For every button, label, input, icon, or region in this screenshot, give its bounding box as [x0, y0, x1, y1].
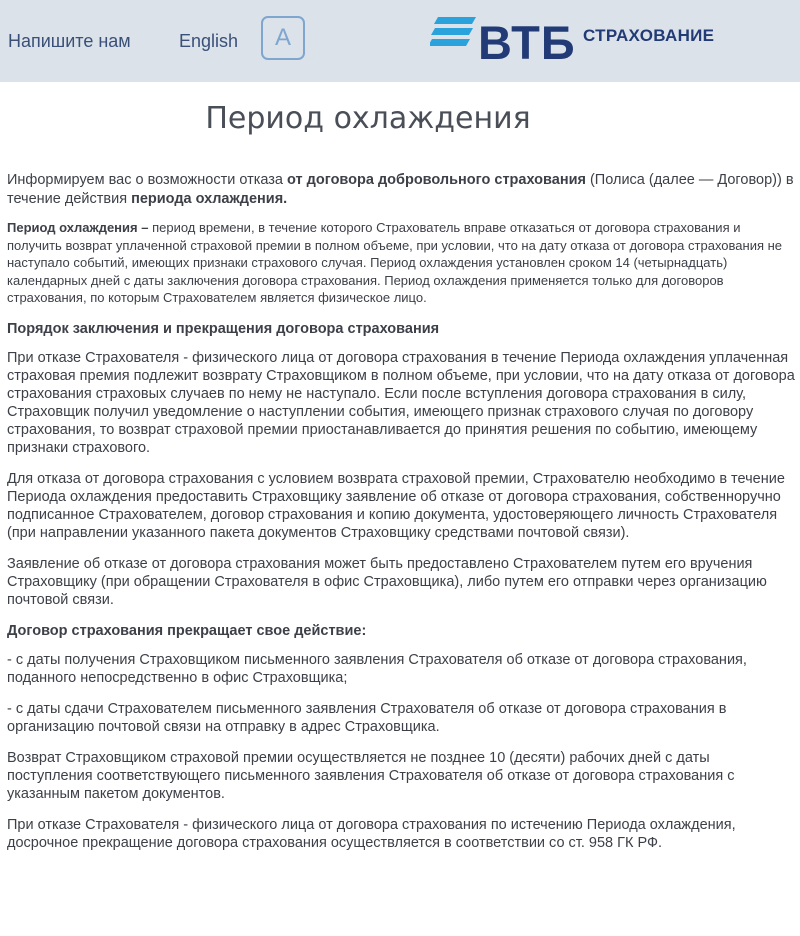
logo-brand-text: ВТБ [478, 16, 576, 69]
paragraph: Заявление об отказе от договора страхования может быть предоставлено Страхователем путем его вручения Страховщику (при обращении Страхователя в офис Страховщика), либо путем его отправки через организацию почтовой связи. [7, 555, 767, 608]
paragraph: Для отказа от договора страхования с условием возврата страховой премии, Страхователю необходимо в течение Периода охлаждения предоставить Страховщику заявление об отказе от договора страхования, собственноручно подписанное Страхователем, договор страхования и копию документа, удостоверяющего личность Страхователя (при направлении указанного пакета документов Страховщику средствами почтовой связи). [7, 470, 785, 541]
paragraph: При отказе Страхователя - физического лица от договора страхования по истечению Периода охлаждения, досрочное прекращение договора страхования осуществляется в соответствии со ст. 958 ГК РФ. [7, 816, 736, 851]
paragraph: Возврат Страховщиком страховой премии осуществляется не позднее 10 (десяти) рабочих дней с даты поступления соответствующего письменного заявления Страхователя об отказе от договора страхования с указанным пакетом документов. [7, 749, 735, 802]
intro-bold-1: от договора добровольного страхования [287, 172, 586, 188]
intro-text-1: Информируем вас о возможности отказа [7, 172, 288, 188]
page-title: Период охлаждения [205, 101, 531, 136]
definition-text: период времени, в течение которого Страхователь вправе отказаться от договора страхования и получить возврат уплаченной страховой премии в полном объеме, при условии, что на дату отказа от договора страхования не наступало событий, имеющих признаки страхового случая. Период охлаждения установлен сроком 14 (четырнадцать) календарных дней с даты заключения договора страхования. Период охлаждения применяется только для договоров страхования, по которым Страхователем является физическое лицо. [7, 220, 783, 305]
definition-paragraph [7, 219, 797, 307]
definition-term: Период охлаждения – [7, 220, 149, 235]
vtb-logo[interactable] [430, 17, 730, 72]
contact-us-link[interactable]: Напишите нам [8, 31, 131, 51]
intro-paragraph [7, 171, 797, 209]
site-header [0, 0, 800, 82]
list-item: - с даты получения Страховщиком письменного заявления Страхователя об отказе от договора страхования, поданного непосредственно в офис Страховщика; [7, 651, 747, 686]
article-body [7, 171, 797, 865]
intro-bold-2: периода охлаждения. [131, 191, 288, 207]
language-english-link[interactable]: English [179, 31, 239, 51]
intro-text-2: (Полиса (далее — Договор)) в течение действия [7, 172, 794, 207]
vtb-mark-icon [430, 17, 476, 47]
paragraph: При отказе Страхователя - физического лица от договора страхования в течение Периода охлаждения уплаченная страховая премия подлежит возврату Страховщиком в полном объеме, при условии, что на дату отказа от договора страхования страховых случаев по нему не наступало. Если после вступления договора страхования в силу, Страховщик получил уведомление о наступлении события, имеющего признак страхового случая по договору страхования, то возврат страховой премии приостанавливается до принятия решения по событию, имеющему признаки страхового. [7, 349, 795, 456]
accessibility-button[interactable]: A [261, 16, 305, 60]
section-heading-procedure: Порядок заключения и прекращения договора страхования [7, 320, 440, 337]
list-item: - с даты сдачи Страхователем письменного заявления Страхователя об отказе от договора страхования в организацию почтовой связи на отправку в адрес Страховщика. [7, 700, 727, 735]
logo-subtitle: СТРАХОВАНИЕ [583, 26, 715, 45]
section-heading-termination: Договор страхования прекращает свое действие: [7, 622, 367, 639]
